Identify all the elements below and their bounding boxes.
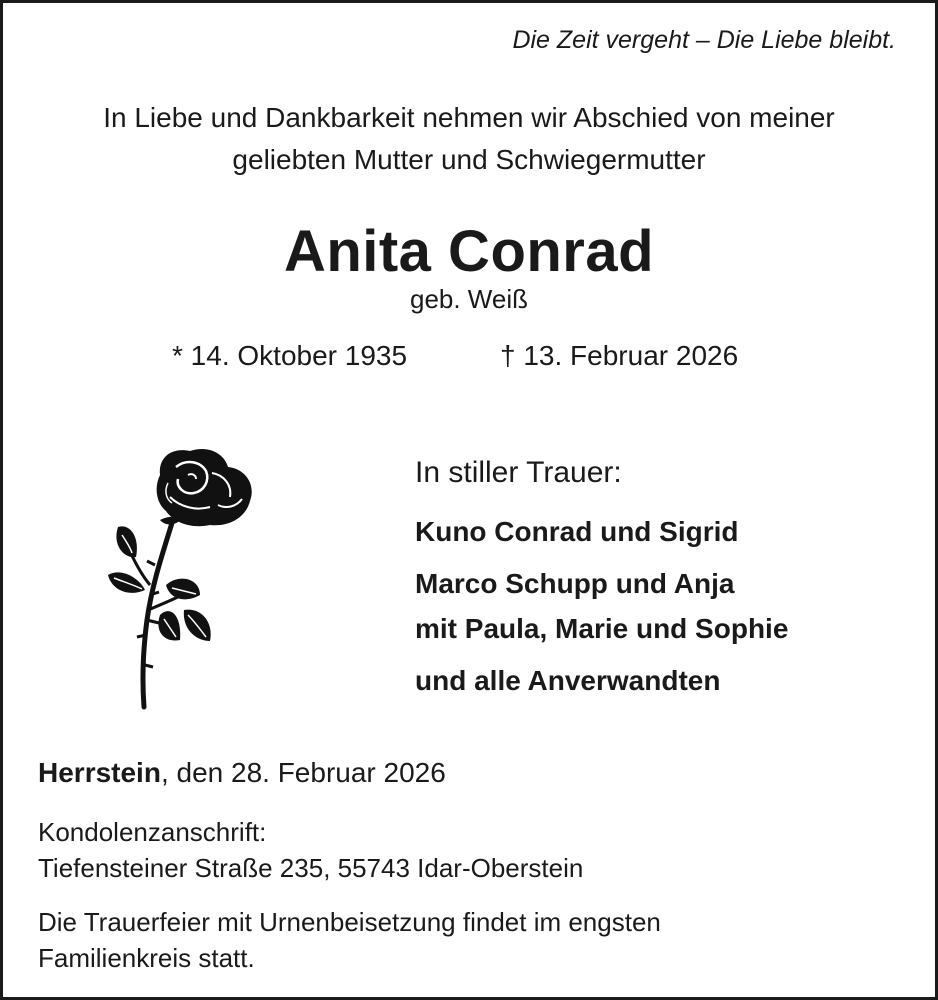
- mourner-line: Marco Schupp und Anja: [415, 568, 735, 599]
- place: Herrstein: [38, 757, 161, 788]
- death-date: † 13. Februar 2026: [500, 340, 739, 371]
- birth-name: geb. Weiß: [409, 284, 528, 314]
- motto: Die Zeit vergeht – Die Liebe bleibt.: [512, 26, 896, 54]
- mourner-line: und alle Anverwandten: [415, 665, 721, 696]
- mourner-line: Kuno Conrad und Sigrid: [415, 516, 739, 547]
- mourner-line: mit Paula, Marie und Sophie: [415, 613, 789, 644]
- mourning-title: In stiller Trauer:: [415, 456, 622, 489]
- intro-text: [0, 97, 938, 181]
- place-date: [38, 757, 446, 789]
- condolence-address: Tiefensteiner Straße 235, 55743 Idar-Oberstein: [38, 853, 584, 883]
- ceremony-note: [38, 904, 661, 976]
- condolence-label: Kondolenzanschrift:: [38, 817, 267, 847]
- intro-line: In Liebe und Dankbarkeit nehmen wir Abschied von meiner: [103, 102, 835, 133]
- intro-line: geliebten Mutter und Schwiegermutter: [232, 144, 706, 175]
- ceremony-line: Die Trauerfeier mit Urnenbeisetzung findet im engsten: [38, 907, 661, 937]
- birth-date: * 14. Oktober 1935: [172, 340, 408, 371]
- ceremony-line: Familienkreis statt.: [38, 943, 255, 973]
- condolence-block: [38, 814, 583, 886]
- date-text: , den 28. Februar 2026: [160, 757, 446, 788]
- deceased-name: Anita Conrad: [283, 219, 655, 284]
- rose-icon: [100, 445, 260, 710]
